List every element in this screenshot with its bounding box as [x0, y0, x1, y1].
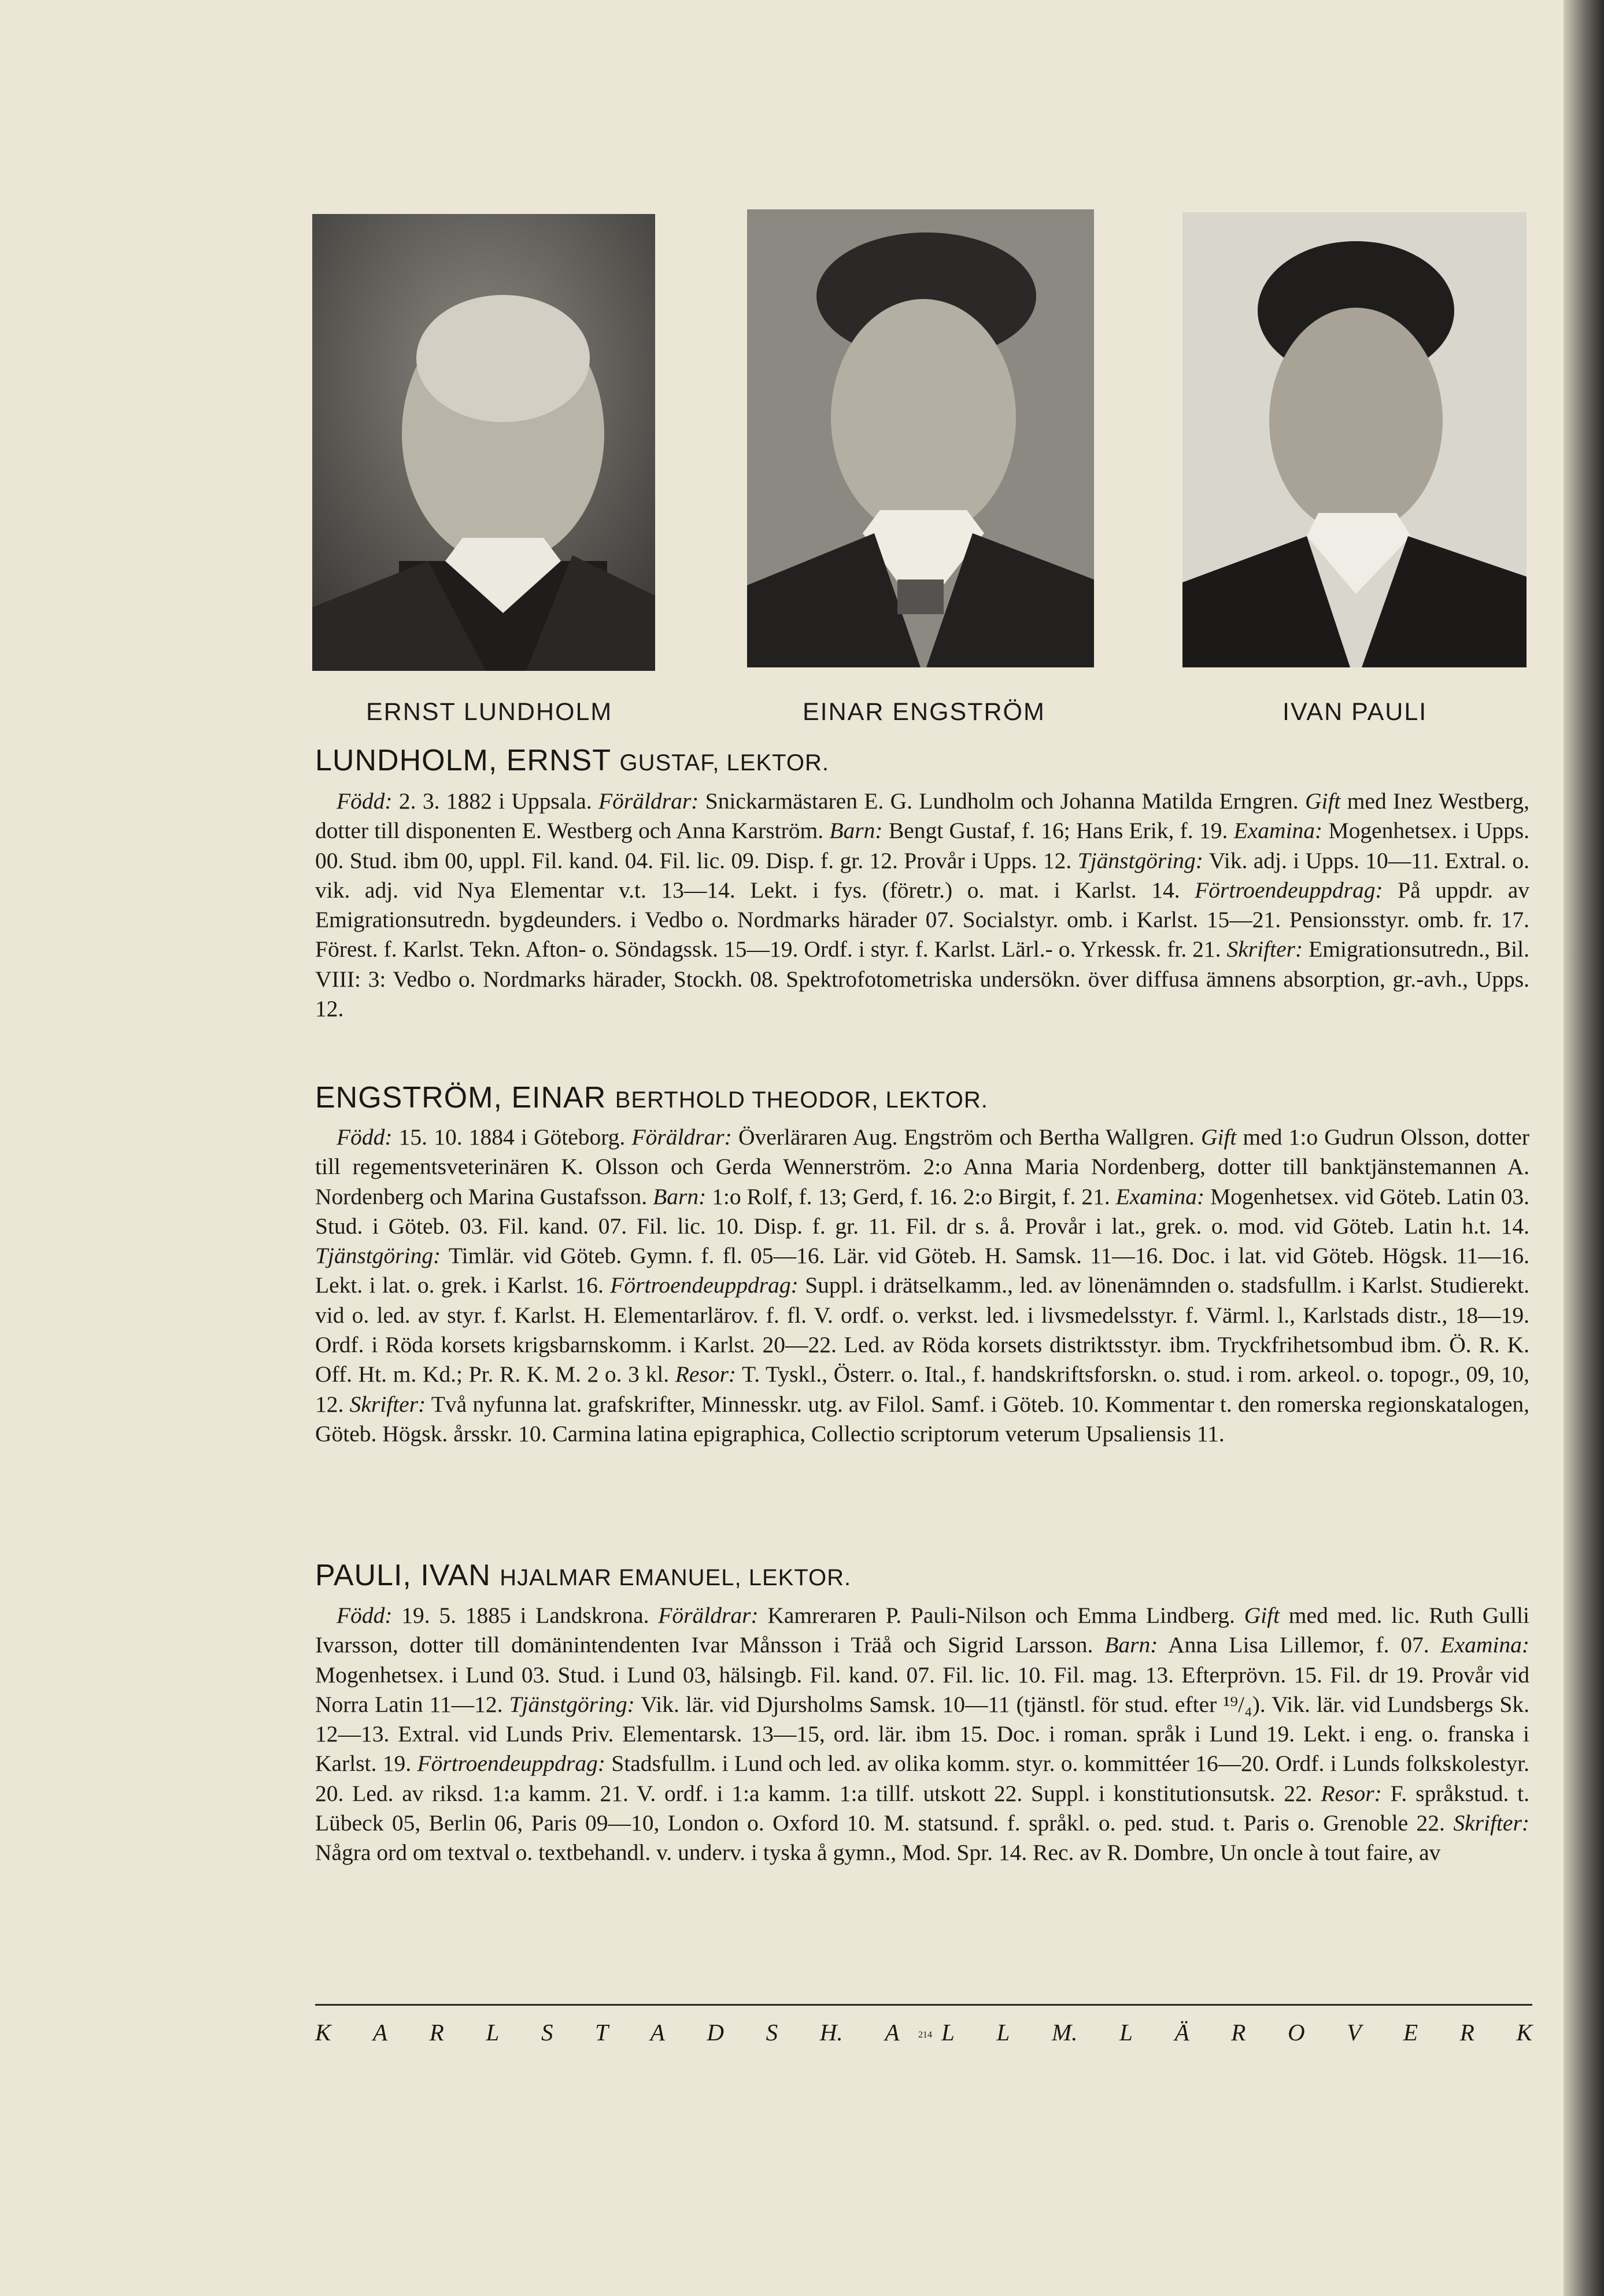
entry-field-label: Skrifter: [1226, 936, 1303, 962]
entry-field-label: Förtroendeuppdrag: [1195, 877, 1383, 903]
entry-field-label: Barn: [829, 818, 883, 844]
entry-field-label: Förtroendeuppdrag: [610, 1272, 799, 1298]
entry-text: Några ord om textval o. textbehandl. v. underv. i tyska å gymn., Mod. Spr. 14. Rec. av R. Dombre, Un oncle à tout faire, av [315, 1840, 1441, 1866]
entry-text: Timlär. vid Göteb. Gymn. f. fl. 05—16. Lär. vid Göteb. H. Samsk. 11—16. Doc. i lat. vid Göteb. Högsk. 11—16. Lekt. i lat. o. grek. i Karlst. 16. [315, 1243, 1529, 1298]
entry-text: med 1:o Gudrun Olsson, dotter till regementsveterinären K. Olsson och Gerda Wennerström. 2:o Anna Maria Nordenberg, dotter till banktjänstemannen A. Nordenberg och Marina Gustafsson. [315, 1124, 1529, 1209]
footer-letter: S [541, 2019, 553, 2046]
entry-field-label: Barn: [653, 1183, 707, 1209]
entry-field-label: Gift [1304, 788, 1341, 814]
footer-letter: K [1516, 2019, 1532, 2046]
footer-letter: L [486, 2019, 500, 2046]
footer-letter: R [1459, 2019, 1474, 2046]
entry-field-label: Examina: [1233, 818, 1323, 844]
footer-letter: L [1119, 2019, 1133, 2046]
footer-letter: O [1288, 2019, 1305, 2046]
footer-letter: A [885, 2019, 900, 2046]
entry-text: 15. 10. 1884 i Göteborg. [392, 1124, 632, 1150]
footer-letter: K [315, 2019, 331, 2046]
entry-field-label: Resor: [675, 1361, 737, 1387]
entry-body-engstrom [315, 1123, 1529, 1449]
entry-title-rest: BERTHOLD THEODOR, LEKTOR. [615, 1087, 988, 1113]
entry-text: Mogenhetsex. i Upps. 00. Stud. ibm 00, uppl. Fil. kand. 04. Fil. lic. 09. Disp. f. gr. 12. Provår i Upps. 12. [315, 818, 1530, 873]
entry-title-rest: GUSTAF, LEKTOR. [619, 750, 829, 776]
entry-heading-pauli [315, 1558, 851, 1593]
footer-letter: R [429, 2019, 444, 2046]
entry-text: Snickarmästaren E. G. Lundholm och Johanna Matilda Erngren. [698, 788, 1305, 814]
portrait-caption-1: ERNST LUNDHOLM [366, 698, 613, 726]
footer-rule [315, 2004, 1532, 2006]
entry-field-label: Resor: [1321, 1780, 1382, 1806]
footer-letter: S [766, 2019, 778, 2046]
entry-field-label: Examina: [1115, 1183, 1205, 1209]
entry-body-lundholm [315, 787, 1529, 1024]
entry-text: Bengt Gustaf, f. 16; Hans Erik, f. 19. [882, 818, 1234, 844]
footer-letter: Ä [1174, 2019, 1189, 2046]
entry-field-label: Född: [337, 788, 393, 814]
entry-field-label: Barn: [1104, 1632, 1158, 1658]
entry-field-label: Gift [1200, 1124, 1237, 1150]
entry-field-label: Föräldrar: [658, 1603, 759, 1628]
entry-heading-lundholm [315, 743, 829, 778]
entry-surname: LUNDHOLM, [315, 744, 498, 777]
footer-letter: A [650, 2019, 665, 2046]
entry-field-label: Skrifter: [349, 1391, 426, 1417]
entry-field-label: Förtroendeuppdrag: [417, 1751, 605, 1777]
footer-letter: V [1347, 2019, 1362, 2046]
portrait-photo-ernst-lundholm [312, 214, 655, 671]
entry-text: Suppl. i drätselkamm., led. av lönenämnden o. stadsfullm. i Karlst. Studierekt. vid o. led. av styr. f. Karlst. H. Elementarlärov. f. fl. V. ordf. o. verkst. led. i livsmedelsstyr. f. Värml. l., Karlstads distr., 18—19. Ordf. i Röda korsets krigsbarnskomm. i Karlst. 20—22. Led. av Röda korsets distriktsstyr. ibm. Tryckfrihetsombud ibm. Ö. R. K. Off. Ht. m. Kd.; Pr. R. K. M. 2 o. 3 kl. [315, 1272, 1529, 1387]
footer-letter: D [707, 2019, 724, 2046]
portrait-caption-2: EINAR ENGSTRÖM [803, 698, 1045, 726]
entry-surname: PAULI, [315, 1559, 412, 1592]
entry-text: Överläraren Aug. Engström och Bertha Wallgren. [731, 1124, 1201, 1150]
entry-text: 19. 5. 1885 i Landskrona. [392, 1603, 659, 1628]
footer-letter: T [595, 2019, 608, 2046]
entry-text: Mogenhetsex. i Lund 03. Stud. i Lund 03, hälsingb. Fil. kand. 07. Fil. lic. 10. Fil. mag. 13. Efterprövn. 15. Fil. dr 19. Provår vid Norra Latin 11—12. [315, 1662, 1529, 1717]
footer-letter: M. [1052, 2019, 1078, 2046]
entry-text: F. språkstud. t. Lübeck 05, Berlin 06, Paris 09—10, London o. Oxford 10. M. statsund. f. språkl. o. ped. stud. t. Paris o. Grenoble 22. [315, 1780, 1529, 1836]
entry-heading-engstrom [315, 1080, 988, 1115]
portrait-photo-einar-engstrom [747, 209, 1094, 667]
portrait-caption-3: IVAN PAULI [1283, 698, 1428, 726]
entry-field-label: Tjänstgöring: [1077, 847, 1203, 873]
entry-text: T. Tyskl., Österr. o. Ital., f. handskriftsforskn. o. stud. i rom. arkeol. o. topogr., 09, 10, 12. [315, 1361, 1529, 1417]
entry-field-label: Född: [337, 1603, 393, 1628]
entry-text: Kamreraren P. Pauli-Nilson och Emma Lindberg. [758, 1603, 1244, 1628]
entry-text: Stadsfullm. i Lund och led. av olika komm. styr. o. kommittéer 16—20. Ordf. i Lunds folkskolestyr. 20. Led. av riksd. 1:a kamm. 21. V. ordf. i 1:a kamm. 1:a tillf. utskott 22. Suppl. i konstitutionsutsk. 22. [315, 1751, 1529, 1806]
entry-text: 2. 3. 1882 i Uppsala. [392, 788, 599, 814]
entry-field-label: Föräldrar: [598, 788, 699, 814]
entry-field-label: Gift [1244, 1603, 1280, 1628]
entry-body-pauli [315, 1601, 1529, 1868]
page-number: 214 [918, 2030, 932, 2040]
entry-text: 1:o Rolf, f. 13; Gerd, f. 16. 2:o Birgit, f. 21. [706, 1183, 1116, 1209]
entry-text: Vik. adj. i Upps. 10—11. Extral. o. vik. adj. vid Nya Elementar v.t. 13—14. Lekt. i fys. (företr.) o. mat. i Karlst. 14. [315, 847, 1529, 903]
entry-text: Anna Lisa Lillemor, f. 07. [1158, 1632, 1441, 1658]
entry-surname: ENGSTRÖM, [315, 1081, 502, 1114]
footer-letter: L [941, 2019, 955, 2046]
entry-text: med med. lic. Ruth Gulli Ivarsson, dotter till domänintendenten Ivar Månsson i Träå och Sigrid Larsson. [315, 1603, 1530, 1658]
entry-given-name: ERNST [506, 744, 611, 777]
entry-field-label: Föräldrar: [631, 1124, 732, 1150]
entry-field-label: Skrifter: [1453, 1810, 1529, 1836]
entry-field-label: Född: [337, 1124, 393, 1150]
entry-field-label: Tjänstgöring: [509, 1691, 635, 1717]
entry-given-name: IVAN [420, 1559, 491, 1592]
entry-text: Emigrationsutredn., Bil. VIII: 3: Vedbo o. Nordmarks härader, Stockh. 08. Spektrofotometriska undersökn. över diffusa ämnens absorption, gr.-avh., Upps. 12. [315, 936, 1530, 1022]
entry-text: Två nyfunna lat. grafskrifter, Minnesskr. utg. av Filol. Samf. i Göteb. 10. Kommentar t. den romerska regionskatalogen, Göteb. Högsk. årsskr. 10. Carmina latina epigraphica, Collectio scriptorum veterum Upsaliensis 11. [315, 1391, 1530, 1446]
portrait-photo-ivan-pauli [1182, 212, 1527, 667]
entry-text: med Inez Westberg, dotter till disponenten E. Westberg och Anna Karström. [315, 788, 1529, 844]
binding-edge-shadow [1564, 0, 1604, 2296]
footer-letter: E [1403, 2019, 1418, 2046]
footer-letter: R [1231, 2019, 1246, 2046]
entry-title-rest: HJALMAR EMANUEL, LEKTOR. [500, 1565, 852, 1590]
entry-text: På uppdr. av Emigrationsutredn. bygdeunders. i Vedbo o. Nordmarks härader 07. Socialstyr. omb. i Karlst. 15—21. Pensionsstyr. omb. fr. 17. Förest. f. Karlst. Tekn. Afton- o. Söndagssk. 15—19. Ordf. i styr. f. Karlst. Lärl.- o. Yrkessk. fr. 21. [315, 877, 1529, 962]
footer-letter: L [996, 2019, 1010, 2046]
footer-letter: H. [819, 2019, 843, 2046]
entry-text: Vik. lär. vid Djursholms Samsk. 10—11 (tjänstl. för stud. efter ¹⁹/₄). Vik. lär. vid Lundsbergs Sk. 12—13. Extral. vid Lunds Priv. Elementarsk. 13—15, ord. lär. ibm 15. Doc. i roman. språk i Lund 19. Lekt. i eng. o. franska i Karlst. 19. [315, 1691, 1529, 1777]
entry-field-label: Examina: [1440, 1632, 1529, 1658]
entry-field-label: Tjänstgöring: [315, 1243, 441, 1269]
footer-letter: A [373, 2019, 388, 2046]
entry-text: Mogenhetsex. vid Göteb. Latin 03. Stud. i Göteb. 03. Fil. kand. 07. Fil. lic. 10. Disp. f. gr. 11. Fil. dr s. å. Provår i lat., grek. o. mod. vid Göteb. Latin h.t. 14. [315, 1183, 1530, 1239]
entry-given-name: EINAR [511, 1081, 607, 1114]
